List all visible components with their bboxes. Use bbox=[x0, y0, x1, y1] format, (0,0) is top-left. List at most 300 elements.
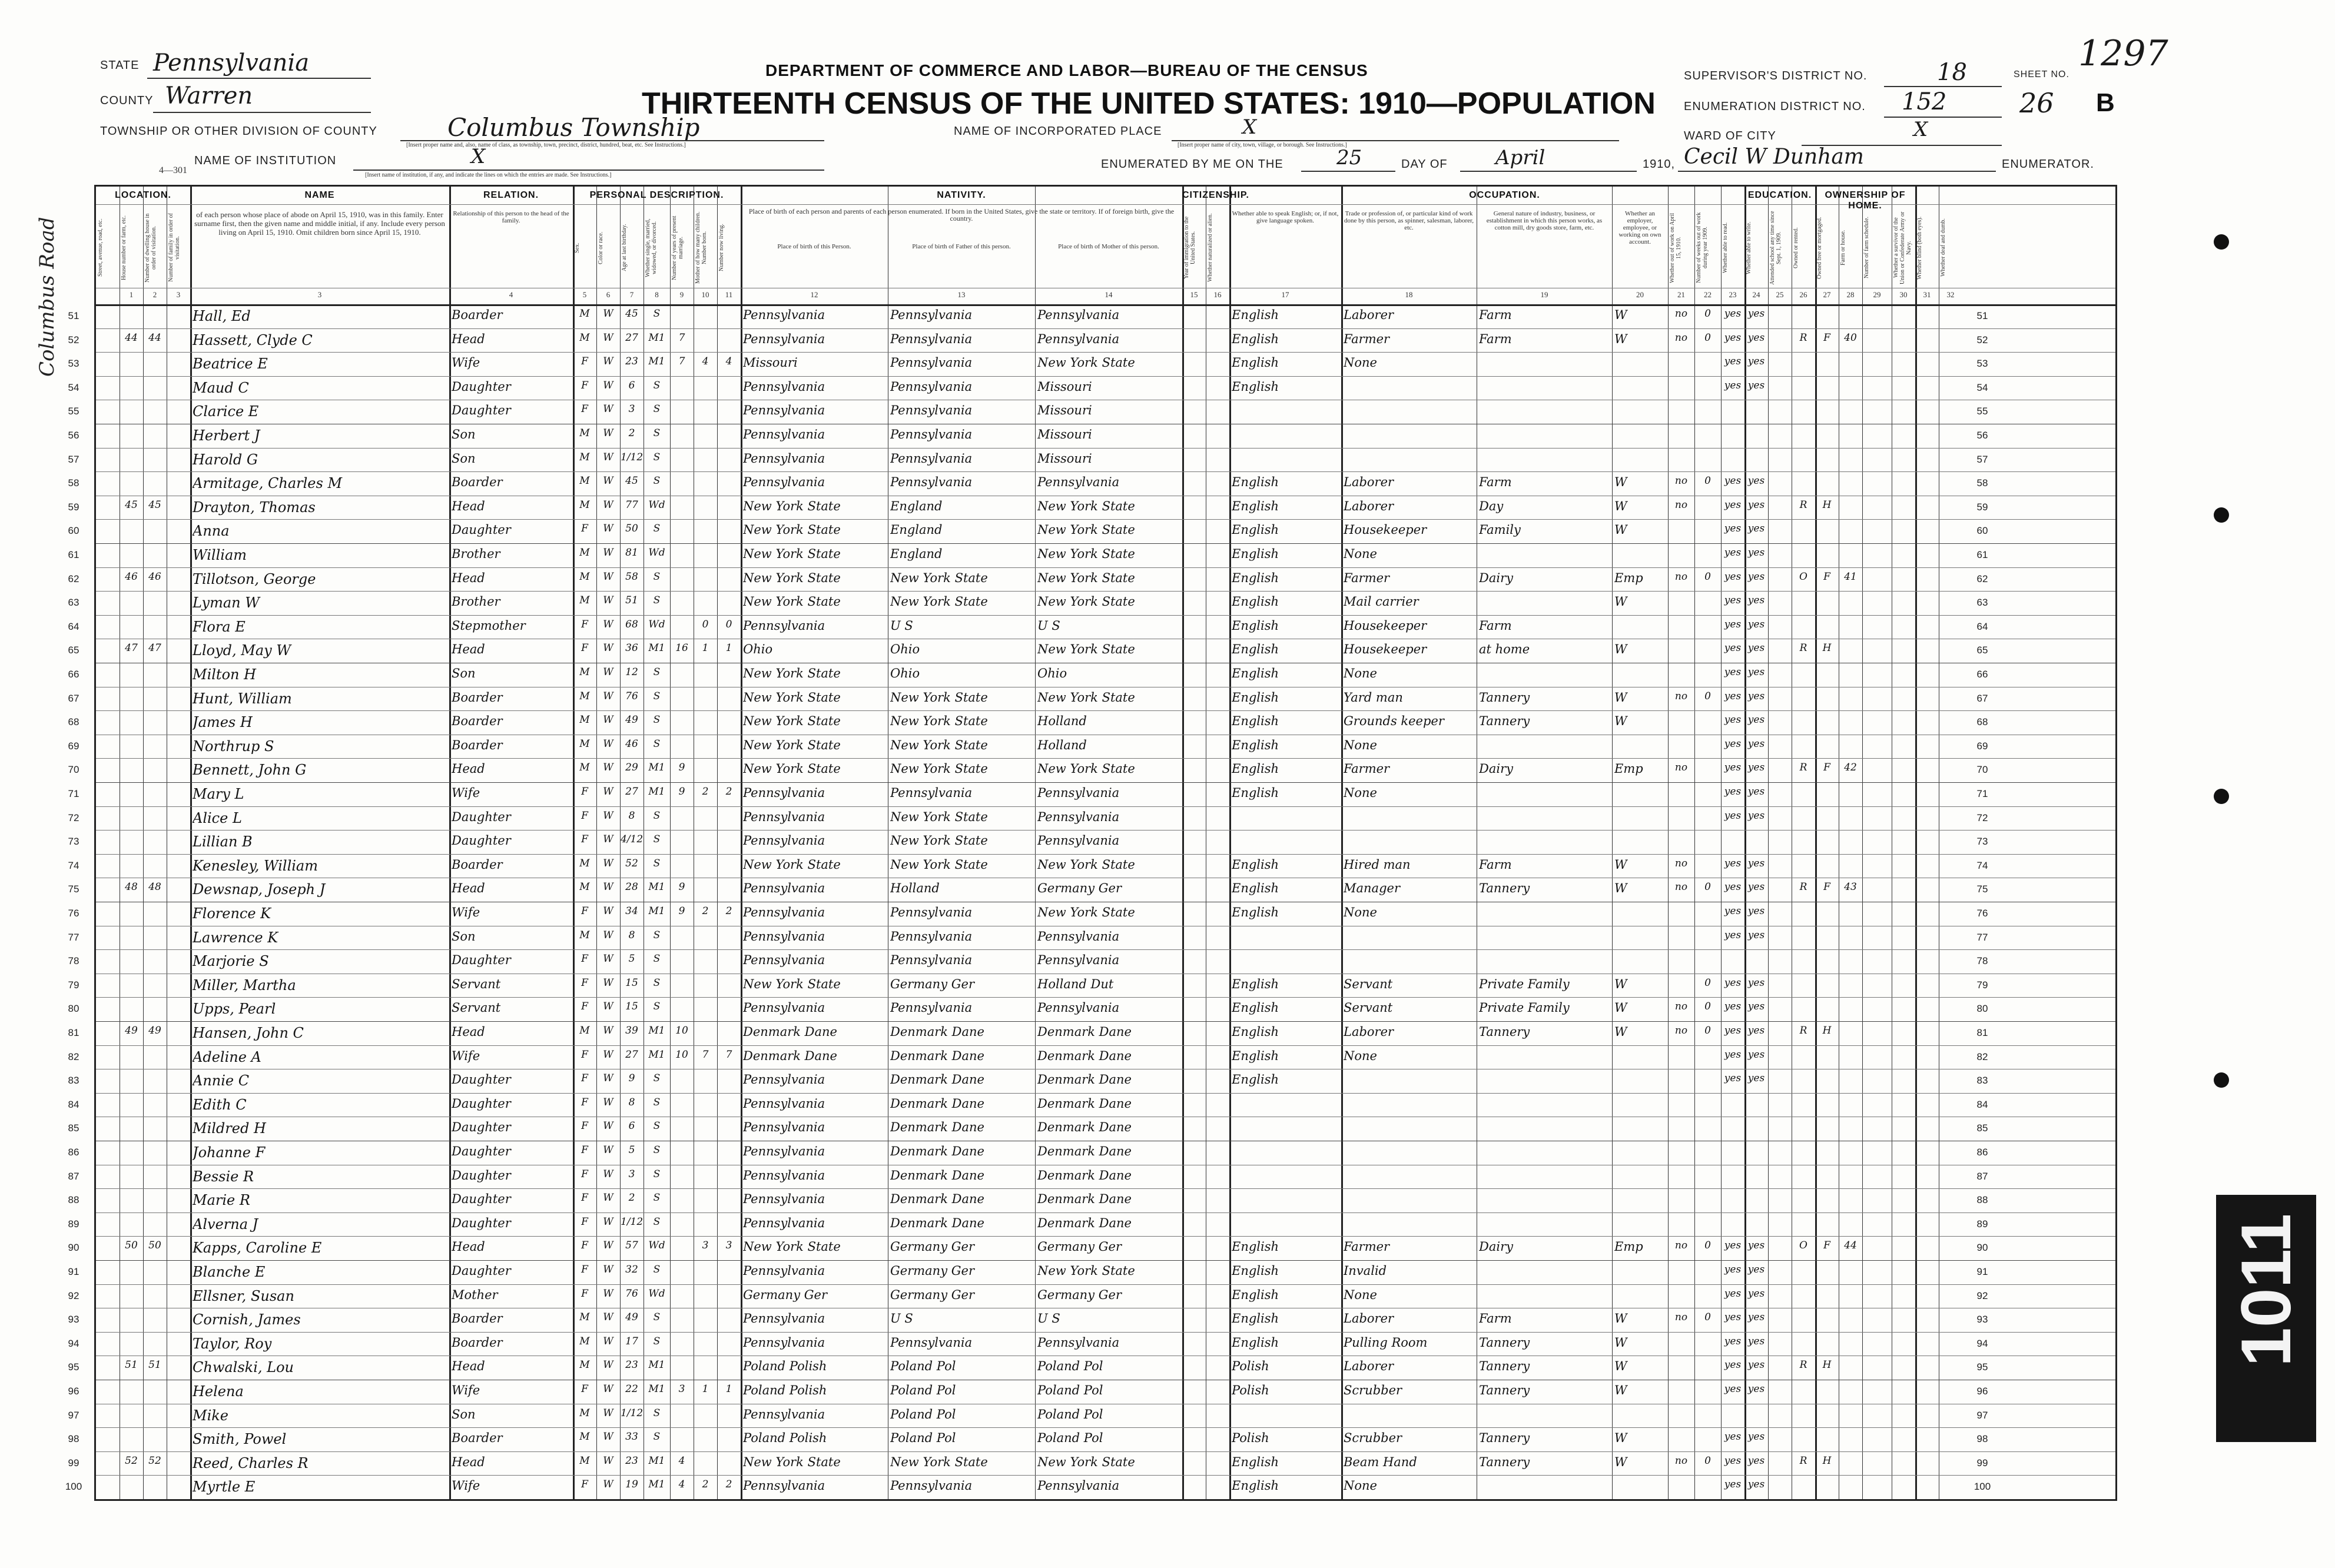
column-heading: Color or race. bbox=[598, 231, 604, 264]
line-number: 55 bbox=[68, 406, 79, 417]
column-number: 3 bbox=[317, 290, 322, 299]
census-cell: English bbox=[1232, 594, 1279, 609]
census-cell: no bbox=[1674, 499, 1688, 511]
line-number-right: 98 bbox=[1976, 1433, 1988, 1445]
census-cell: 1 bbox=[702, 1383, 709, 1395]
census-cell: F bbox=[581, 1479, 588, 1491]
census-cell: Herbert J bbox=[193, 427, 260, 444]
census-cell: Servant bbox=[1344, 976, 1393, 991]
census-cell: New York State bbox=[1037, 1264, 1135, 1278]
census-cell: Pennsylvania bbox=[743, 1479, 825, 1493]
census-cell: Helena bbox=[193, 1383, 244, 1400]
column-heading: Trade or profession of, or particular kind of work done by this person, as spinner, salesman, laborer, etc. bbox=[1344, 210, 1474, 231]
row-divider bbox=[96, 448, 2115, 449]
census-cell: Laborer bbox=[1344, 499, 1394, 513]
census-cell: English bbox=[1232, 618, 1279, 633]
census-cell: Daughter bbox=[452, 1144, 511, 1158]
census-cell: 4/12 bbox=[621, 833, 643, 846]
census-cell: yes bbox=[1747, 594, 1765, 607]
census-cell: yes bbox=[1724, 1454, 1742, 1467]
census-cell: Tannery bbox=[1479, 714, 1530, 729]
census-cell: Pennsylvania bbox=[743, 475, 825, 490]
census-cell: yes bbox=[1724, 308, 1742, 320]
census-cell: Boarder bbox=[452, 475, 503, 490]
state-label: STATE bbox=[100, 59, 140, 72]
census-cell: Pennsylvania bbox=[743, 1096, 825, 1111]
census-cell: Lillian B bbox=[193, 833, 253, 851]
line-number: 60 bbox=[68, 525, 79, 537]
census-cell: Pennsylvania bbox=[743, 929, 825, 944]
column-heading: Number of weeks out of work during year 1909. bbox=[1696, 212, 1709, 284]
column-heading: Number of farm schedule. bbox=[1863, 217, 1870, 279]
census-cell: 33 bbox=[625, 1431, 638, 1443]
census-cell: Pennsylvania bbox=[743, 833, 825, 848]
census-cell: H bbox=[1822, 1025, 1832, 1037]
line-number: 64 bbox=[68, 620, 79, 632]
column-divider bbox=[1229, 187, 1231, 1499]
census-cell: M bbox=[579, 451, 590, 463]
line-number-right: 83 bbox=[1976, 1075, 1988, 1087]
column-number: 20 bbox=[1636, 290, 1644, 299]
census-cell: Ohio bbox=[890, 666, 920, 680]
census-cell: 39 bbox=[625, 1025, 638, 1037]
column-group-heading: OCCUPATION. bbox=[1469, 190, 1540, 200]
census-cell: 2 bbox=[702, 905, 709, 917]
census-cell: 49 bbox=[625, 714, 638, 726]
census-cell: S bbox=[653, 1407, 661, 1419]
census-cell: Pennsylvania bbox=[1037, 1479, 1120, 1493]
census-cell: Denmark Dane bbox=[1037, 1096, 1132, 1111]
census-cell: 47 bbox=[125, 642, 138, 655]
row-divider bbox=[96, 1093, 2115, 1094]
census-cell: Pennsylvania bbox=[1037, 331, 1120, 346]
census-cell: Scrubber bbox=[1344, 1431, 1402, 1446]
census-cell: S bbox=[653, 857, 661, 869]
census-cell: Invalid bbox=[1344, 1264, 1387, 1278]
census-cell: yes bbox=[1747, 762, 1765, 774]
census-cell: 49 bbox=[125, 1025, 138, 1037]
census-cell: Upps, Pearl bbox=[193, 1001, 276, 1018]
column-heading: Whether blind (both eyes). bbox=[1916, 216, 1923, 280]
census-cell: Head bbox=[452, 499, 485, 513]
line-number: 69 bbox=[68, 740, 79, 752]
column-divider bbox=[1341, 187, 1343, 1499]
census-cell: 27 bbox=[625, 1048, 638, 1061]
census-cell: 7 bbox=[678, 331, 685, 344]
census-cell: Germany Ger bbox=[890, 1287, 974, 1302]
census-cell: 0 bbox=[1704, 1025, 1711, 1037]
census-cell: Wife bbox=[452, 905, 480, 919]
census-cell: W bbox=[1614, 308, 1627, 322]
census-cell: yes bbox=[1724, 690, 1742, 702]
county-underline bbox=[153, 112, 371, 113]
census-cell: W bbox=[603, 1479, 613, 1491]
census-cell: yes bbox=[1747, 1383, 1765, 1395]
census-cell: W bbox=[603, 666, 613, 678]
column-divider bbox=[717, 187, 718, 1499]
line-number: 93 bbox=[68, 1314, 79, 1326]
line-number: 90 bbox=[68, 1242, 79, 1254]
census-cell: Flora E bbox=[193, 618, 246, 635]
census-cell: W bbox=[1614, 1454, 1627, 1469]
census-cell: W bbox=[603, 738, 613, 750]
census-cell: no bbox=[1674, 690, 1688, 702]
census-cell: Denmark Dane bbox=[890, 1192, 984, 1207]
census-cell: Pennsylvania bbox=[1037, 809, 1120, 824]
census-cell: New York State bbox=[743, 714, 841, 729]
census-cell: S bbox=[653, 594, 661, 607]
census-cell: yes bbox=[1724, 1001, 1742, 1013]
line-number-right: 100 bbox=[1974, 1481, 1991, 1493]
census-cell: Daughter bbox=[452, 1264, 511, 1278]
column-group-heading: PERSONAL DESCRIPTION. bbox=[589, 190, 724, 200]
census-cell: 44 bbox=[148, 331, 161, 344]
census-cell: 12 bbox=[625, 666, 638, 678]
census-cell: 9 bbox=[628, 1072, 635, 1085]
census-cell: Pennsylvania bbox=[743, 1001, 825, 1015]
census-cell: Mary L bbox=[193, 786, 244, 802]
column-number: 2 bbox=[152, 290, 157, 299]
line-number: 95 bbox=[68, 1361, 79, 1373]
census-cell: W bbox=[603, 714, 613, 726]
census-cell: Lawrence K bbox=[193, 929, 278, 946]
census-cell: English bbox=[1232, 762, 1279, 776]
column-heading: Number of dwelling house in order of visitation. bbox=[144, 213, 157, 283]
census-cell: Ohio bbox=[1037, 666, 1067, 680]
census-cell: 8 bbox=[628, 929, 635, 941]
census-cell: Germany Ger bbox=[1037, 881, 1122, 896]
census-cell: M bbox=[579, 1311, 590, 1324]
census-cell: Germany Ger bbox=[1037, 1287, 1122, 1302]
census-cell: English bbox=[1232, 475, 1279, 490]
census-cell: S bbox=[653, 809, 661, 822]
census-cell: New York State bbox=[1037, 857, 1135, 872]
census-cell: Poland Pol bbox=[890, 1383, 956, 1397]
census-cell: 23 bbox=[625, 1454, 638, 1467]
census-cell: Wd bbox=[648, 1287, 665, 1300]
group-heading-divider bbox=[96, 204, 2115, 205]
census-cell: Missouri bbox=[1037, 403, 1092, 418]
column-divider bbox=[1035, 187, 1036, 1499]
census-cell: Yard man bbox=[1344, 690, 1403, 705]
census-cell: W bbox=[1614, 1025, 1627, 1039]
census-cell: Pennsylvania bbox=[743, 379, 825, 394]
census-cell: W bbox=[603, 379, 613, 391]
line-number-right: 80 bbox=[1976, 1003, 1988, 1015]
census-cell: 3 bbox=[628, 403, 635, 416]
census-cell: Grounds keeper bbox=[1344, 714, 1444, 729]
census-cell: W bbox=[1614, 1311, 1627, 1326]
census-cell: yes bbox=[1747, 1454, 1765, 1467]
census-cell: Smith, Powel bbox=[193, 1431, 287, 1448]
census-cell: 2 bbox=[725, 905, 732, 917]
census-cell: yes bbox=[1747, 547, 1765, 559]
census-cell: Laborer bbox=[1344, 1311, 1394, 1326]
census-cell: F bbox=[581, 809, 588, 822]
census-cell: F bbox=[1823, 570, 1830, 583]
census-cell: Tannery bbox=[1479, 1383, 1530, 1397]
census-cell: 9 bbox=[678, 881, 685, 893]
census-cell: Son bbox=[452, 666, 476, 680]
census-cell: 32 bbox=[625, 1264, 638, 1275]
census-cell: Tannery bbox=[1479, 1025, 1530, 1039]
census-cell: 5 bbox=[628, 1144, 635, 1156]
census-cell: W bbox=[603, 881, 613, 893]
census-cell: None bbox=[1344, 547, 1377, 561]
census-cell: None bbox=[1344, 738, 1377, 752]
line-number-right: 73 bbox=[1976, 836, 1988, 848]
census-cell: Head bbox=[452, 1025, 485, 1039]
line-number: 52 bbox=[68, 334, 79, 346]
census-cell: F bbox=[581, 1168, 588, 1180]
census-cell: Alice L bbox=[193, 809, 242, 826]
census-cell: Farmer bbox=[1344, 762, 1390, 776]
line-number: 58 bbox=[68, 477, 79, 489]
census-cell: 76 bbox=[625, 690, 638, 702]
census-cell: Denmark Dane bbox=[890, 1168, 984, 1182]
census-cell: S bbox=[653, 1001, 661, 1013]
census-cell: England bbox=[890, 523, 943, 537]
census-cell: M1 bbox=[648, 1479, 665, 1491]
census-cell: S bbox=[653, 1264, 661, 1275]
census-cell: Boarder bbox=[452, 690, 503, 705]
census-cell: English bbox=[1232, 690, 1279, 705]
census-cell: 0 bbox=[725, 618, 732, 630]
census-cell: Farm bbox=[1479, 331, 1512, 346]
row-divider bbox=[96, 352, 2115, 353]
census-cell: Pennsylvania bbox=[890, 451, 973, 466]
census-cell: Pennsylvania bbox=[743, 1335, 825, 1350]
census-cell: Poland Pol bbox=[890, 1431, 956, 1446]
census-cell: M1 bbox=[648, 331, 665, 344]
census-cell: James H bbox=[193, 714, 253, 731]
census-cell: Pennsylvania bbox=[890, 331, 973, 346]
line-number: 96 bbox=[68, 1386, 79, 1397]
column-divider bbox=[190, 187, 192, 1499]
census-cell: no bbox=[1674, 762, 1688, 774]
census-cell: yes bbox=[1724, 1240, 1742, 1252]
census-cell: Pennsylvania bbox=[743, 308, 825, 322]
census-cell: F bbox=[1823, 762, 1830, 774]
census-cell: yes bbox=[1747, 1240, 1765, 1252]
census-cell: 43 bbox=[1844, 881, 1857, 893]
line-number-right: 76 bbox=[1976, 908, 1988, 919]
line-number-right: 56 bbox=[1976, 430, 1988, 441]
line-number-right: 63 bbox=[1976, 597, 1988, 609]
row-divider bbox=[96, 782, 2115, 783]
census-cell: yes bbox=[1724, 523, 1742, 535]
census-cell: Dairy bbox=[1479, 570, 1513, 585]
census-cell: W bbox=[603, 403, 613, 416]
column-heading: Farm or house. bbox=[1840, 230, 1846, 266]
census-cell: S bbox=[653, 451, 661, 463]
census-cell: M bbox=[579, 929, 590, 941]
census-cell: W bbox=[603, 1120, 613, 1132]
census-cell: W bbox=[603, 1072, 613, 1085]
census-cell: F bbox=[581, 1192, 588, 1204]
incorporated-place-label: NAME OF INCORPORATED PLACE bbox=[954, 125, 1162, 138]
census-cell: 0 bbox=[1704, 976, 1711, 989]
line-number: 91 bbox=[68, 1266, 79, 1277]
row-divider bbox=[96, 615, 2115, 616]
line-number: 84 bbox=[68, 1098, 79, 1110]
census-cell: yes bbox=[1747, 1359, 1765, 1371]
census-cell: 46 bbox=[625, 738, 638, 750]
census-cell: yes bbox=[1747, 523, 1765, 535]
county-label: COUNTY bbox=[100, 94, 154, 107]
census-cell: yes bbox=[1747, 905, 1765, 917]
census-cell: Daughter bbox=[452, 1120, 511, 1135]
census-cell: New York State bbox=[1037, 547, 1135, 561]
census-cell: Tannery bbox=[1479, 1454, 1530, 1469]
census-cell: H bbox=[1822, 642, 1832, 655]
census-cell: English bbox=[1232, 1454, 1279, 1469]
census-cell: Farm bbox=[1479, 475, 1512, 490]
census-cell: R bbox=[1799, 762, 1807, 774]
census-cell: Hassett, Clyde C bbox=[193, 331, 313, 348]
nativity-instructions: Place of birth of each person and parents of each person enumerated. If born in the United States, give the state or territory. If of foreign birth, give the country. bbox=[748, 208, 1175, 222]
column-heading: Place of birth of Father of this person. bbox=[912, 243, 1011, 250]
census-cell: 34 bbox=[625, 905, 638, 917]
census-cell: M bbox=[579, 857, 590, 869]
census-cell: R bbox=[1799, 331, 1807, 344]
row-divider bbox=[96, 591, 2115, 592]
census-cell: 0 bbox=[1704, 1311, 1711, 1324]
line-number: 51 bbox=[68, 310, 79, 321]
census-cell: no bbox=[1674, 1311, 1688, 1324]
census-cell: F bbox=[1823, 331, 1830, 344]
line-number-right: 97 bbox=[1976, 1409, 1988, 1421]
line-number-right: 70 bbox=[1976, 764, 1988, 776]
census-cell: yes bbox=[1747, 1479, 1765, 1491]
census-cell: 19 bbox=[625, 1479, 638, 1491]
column-number: 11 bbox=[725, 290, 733, 299]
column-heading: General nature of industry, business, or establishment in which this person works, as cotton mill, dry goods store, farm, etc. bbox=[1486, 210, 1603, 231]
census-cell: Daughter bbox=[452, 1215, 511, 1230]
line-number-right: 69 bbox=[1976, 740, 1988, 752]
column-number: 13 bbox=[957, 290, 966, 299]
column-divider bbox=[1612, 187, 1613, 1499]
census-cell: yes bbox=[1724, 905, 1742, 917]
row-divider bbox=[96, 758, 2115, 759]
census-cell: yes bbox=[1724, 547, 1742, 559]
line-number-right: 85 bbox=[1976, 1122, 1988, 1134]
census-cell: 3 bbox=[725, 1240, 732, 1252]
column-group-heading: RELATION. bbox=[483, 190, 539, 200]
census-cell: yes bbox=[1724, 331, 1742, 344]
row-divider bbox=[96, 519, 2115, 520]
census-cell: yes bbox=[1747, 976, 1765, 989]
census-cell: 52 bbox=[148, 1454, 161, 1467]
census-cell: New York State bbox=[743, 547, 841, 561]
census-cell: W bbox=[603, 331, 613, 344]
enumeration-underline bbox=[1884, 117, 2002, 118]
census-cell: S bbox=[653, 953, 661, 965]
census-cell: 1/12 bbox=[621, 1407, 643, 1419]
census-cell: Head bbox=[452, 1240, 485, 1254]
column-divider bbox=[449, 187, 451, 1499]
census-cell: New York State bbox=[1037, 1454, 1135, 1469]
census-cell: Harold G bbox=[193, 451, 258, 468]
census-cell: Boarder bbox=[452, 857, 503, 872]
census-cell: S bbox=[653, 929, 661, 941]
census-cell: Wife bbox=[452, 356, 480, 370]
column-heading: Whether able to write. bbox=[1746, 221, 1752, 274]
township-value: Columbus Township bbox=[447, 113, 700, 142]
census-cell: H bbox=[1822, 1454, 1832, 1467]
line-number: 83 bbox=[68, 1075, 79, 1087]
census-cell: 2 bbox=[702, 1479, 709, 1491]
census-cell: M bbox=[579, 738, 590, 750]
census-cell: Denmark Dane bbox=[890, 1072, 984, 1087]
census-cell: S bbox=[653, 1120, 661, 1132]
census-cell: English bbox=[1232, 976, 1279, 991]
census-cell: R bbox=[1799, 881, 1807, 893]
census-cell: yes bbox=[1724, 666, 1742, 678]
census-cell: England bbox=[890, 547, 943, 561]
census-cell: New York State bbox=[743, 594, 841, 609]
line-number-right: 92 bbox=[1976, 1290, 1988, 1301]
census-cell: Head bbox=[452, 881, 485, 896]
census-cell: 47 bbox=[148, 642, 161, 655]
census-cell: New York State bbox=[890, 762, 988, 776]
line-number-right: 99 bbox=[1976, 1457, 1988, 1469]
row-divider bbox=[96, 806, 2115, 807]
census-cell: English bbox=[1232, 356, 1279, 370]
census-cell: English bbox=[1232, 523, 1279, 537]
census-cell: yes bbox=[1724, 1048, 1742, 1061]
column-group-heading: OWNERSHIP OF HOME. bbox=[1825, 190, 1906, 211]
census-cell: 17 bbox=[625, 1335, 638, 1347]
census-cell: yes bbox=[1724, 1287, 1742, 1300]
census-cell: yes bbox=[1724, 1072, 1742, 1085]
census-cell: Laborer bbox=[1344, 1359, 1394, 1374]
census-cell: New York State bbox=[743, 690, 841, 705]
census-cell: Pennsylvania bbox=[743, 427, 825, 441]
census-cell: Holland bbox=[1037, 738, 1087, 752]
row-divider bbox=[96, 1021, 2115, 1022]
census-cell: M1 bbox=[648, 786, 665, 798]
census-cell: yes bbox=[1724, 881, 1742, 893]
census-cell: yes bbox=[1747, 379, 1765, 391]
census-cell: 10 bbox=[675, 1048, 688, 1061]
census-cell: New York State bbox=[743, 762, 841, 776]
census-cell: Head bbox=[452, 1454, 485, 1469]
census-cell: Hired man bbox=[1344, 857, 1411, 872]
census-cell: yes bbox=[1747, 809, 1765, 822]
sheet-value: 26 bbox=[2019, 87, 2054, 119]
census-cell: 3 bbox=[702, 1240, 709, 1252]
census-cell: 48 bbox=[148, 881, 161, 893]
census-cell: yes bbox=[1747, 570, 1765, 583]
census-cell: W bbox=[603, 1407, 613, 1419]
line-number-right: 75 bbox=[1976, 883, 1988, 895]
census-cell: W bbox=[603, 1192, 613, 1204]
census-cell: 9 bbox=[678, 905, 685, 917]
line-number: 59 bbox=[68, 501, 79, 513]
header-bottom-divider bbox=[96, 304, 2115, 306]
census-cell: 28 bbox=[625, 881, 638, 893]
census-cell: W bbox=[603, 929, 613, 941]
census-cell: Head bbox=[452, 570, 485, 585]
census-cell: yes bbox=[1747, 331, 1765, 344]
row-divider bbox=[96, 1332, 2115, 1333]
column-number: 29 bbox=[1873, 290, 1881, 299]
census-cell: English bbox=[1232, 308, 1279, 322]
line-number-right: 52 bbox=[1976, 334, 1988, 346]
column-number: 22 bbox=[1704, 290, 1712, 299]
line-number: 75 bbox=[68, 883, 79, 895]
